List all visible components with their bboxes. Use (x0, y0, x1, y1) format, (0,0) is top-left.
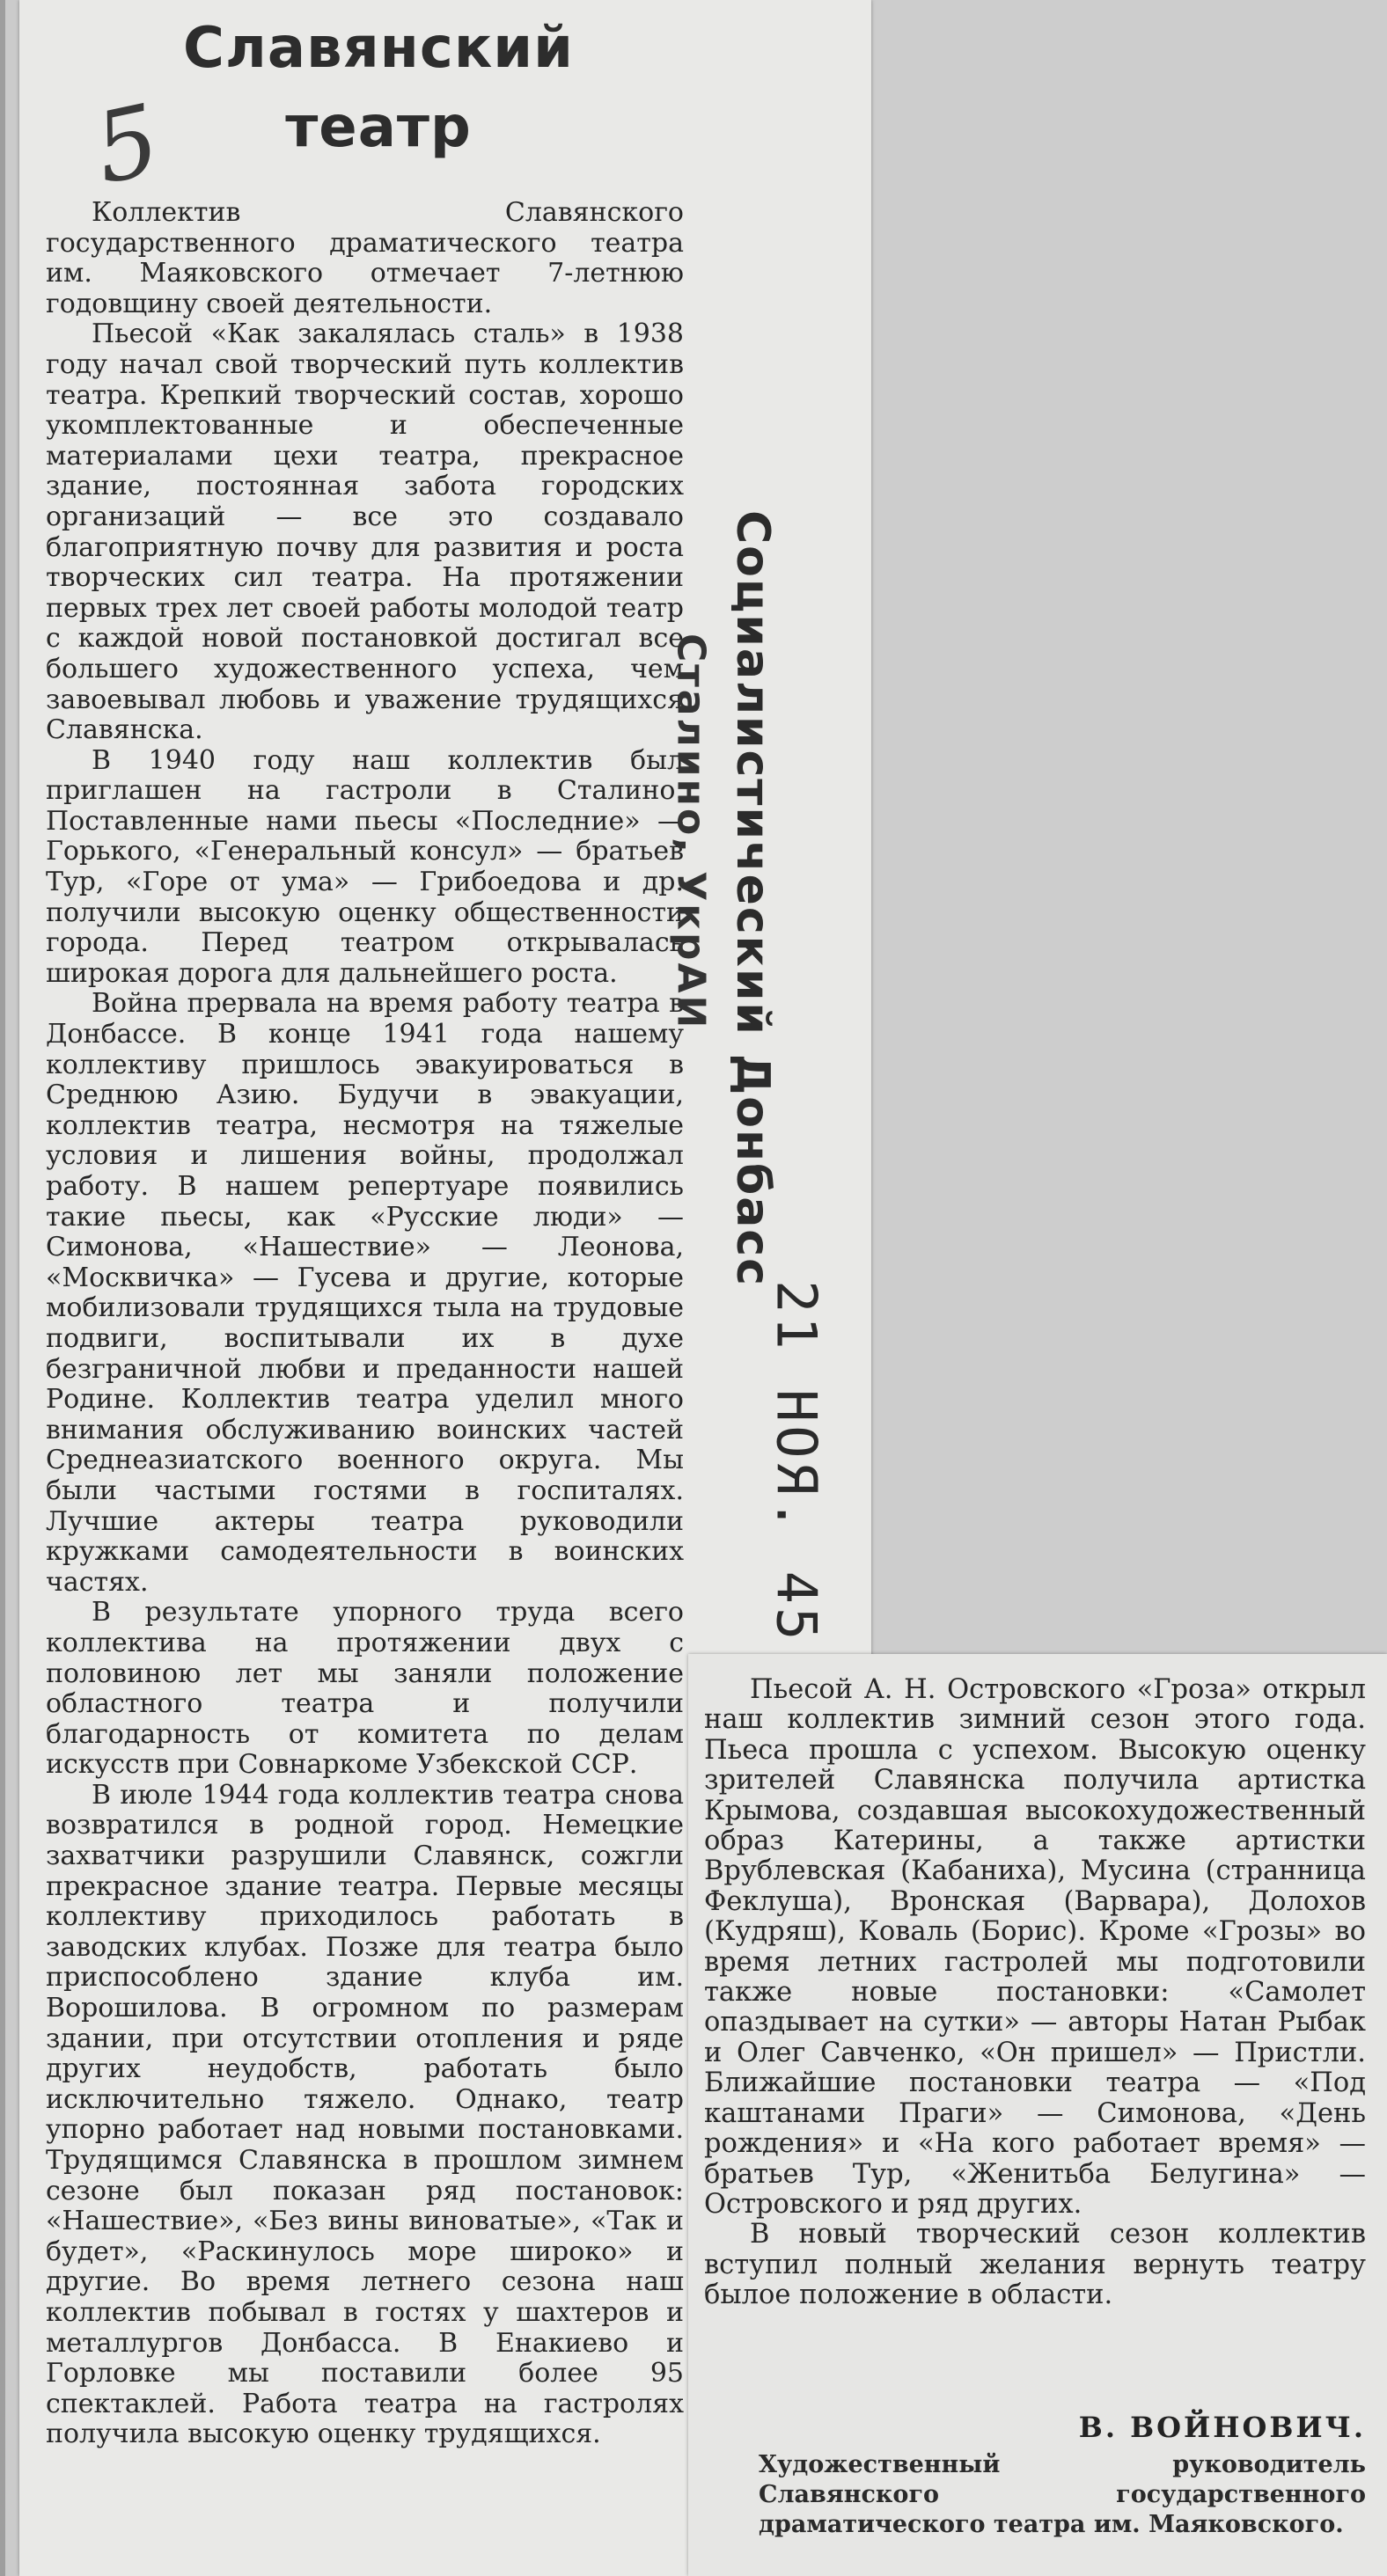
paragraph: В результате упорного труда всего коллектива на протяжении двух с половиною лет мы заняли положение областного театра и получили благодарность от комитета по делам искусств при Совнаркоме Узбекской ССР. (46, 1597, 684, 1781)
paragraph: Война прервала на время работу театра в Донбассе. В конце 1941 года нашему коллективу пришлось эвакуироваться в Среднюю Азию. Будучи в эвакуации, коллектив театра, несмотря на тяжелые условия и лишения войны, продолжал работу. В нашем репертуаре появились такие пьесы, как «Русские люди» — Симонова, «Нашествие» — Леонова, «Москвичка» — Гусева и другие, которые мобилизовали трудящихся тыла на трудовые подвиги, воспитывали их в духе безграничной любви и преданности нашей Родине. Коллектив театра уделил много внимания обслуживанию воинских частей Среднеазиатского военного округа. Мы были частыми гостями в госпиталях. Лучшие актеры театра руководили кружками самодеятельности в воинских частях. (46, 988, 684, 1598)
article-title (132, 9, 625, 167)
stamp-newspaper-name: Социалистический Донбасс (726, 510, 779, 1287)
paragraph: В новый творческий сезон коллектив вступил полный желания вернуть театру былое положение в области. (704, 2219, 1366, 2311)
scrapbook-blank-area (871, 0, 1387, 1672)
paragraph: Пьесой А. Н. Островского «Гроза» открыл наш коллектив зимний сезон этого года. Пьеса прошла с успехом. Высокую оценку зрителей Славянска получила артистка Крымова, создавшая высокохудожественный образ Катерины, а также артистки Врублевская (Кабаниха), Мусина (странница Феклуша), Вронская (Варвара), Долохов (Кудряш), Коваль (Борис). Кроме «Грозы» во время летних гастролей мы подготовили также новые постановки: «Самолет опаздывает на сутки» — авторы Натан Рыбак и Олег Савченко, «Он пришел» — Пристли. Ближайшие постановки театра — «Под каштанами Праги» — Симонова, «День рождения» и «На кого работает время» — братьев Тур, «Женитьба Белугина» — Островского и ряд других. (704, 1674, 1366, 2220)
handwritten-number: 5 (84, 83, 169, 206)
paragraph: В 1940 году наш коллектив был приглашен на гастроли в Сталино. Поставленные нами пьесы «Последние» — Горького, «Генеральный консул» — братьев Тур, «Горе от ума» — Грибоедова и др. получили высокую оценку общественности города. Перед театром открывалась широкая дорога для дальнейшего роста. (46, 744, 684, 989)
title-line-2: театр (285, 95, 472, 160)
article-continuation-column (704, 1675, 1366, 2311)
paragraph: В июле 1944 года коллектив театра снова возвратился в родной город. Немецкие захватчики разрушили Славянск, сожгли прекрасное здание театра. Первые месяцы коллективу приходилось работать в заводских клубах. Позже для театра было приспособлено здание клуба им. Ворошилова. В огромном по размерам здании, при отсутствии отопления и ряде других неудобств, работать было исключительно тяжело. Однако, театр упорно работает над новыми постановками. Трудящимся Славянска в прошлом зимнем сезоне был показан ряд постановок: «Нашествие», «Без вины виноватые», «Так и будет», «Раскинулось море широко» и другие. Во время летнего сезона наш коллектив побывал в гостях у шахтеров и металлургов Донбасса. В Енакиево и Горловке мы поставили более 95 спектаклей. Работа театра на гастролях получила высокую оценку трудящихся. (46, 1779, 684, 2450)
title-line-1: Славянский (183, 16, 574, 81)
page-edge (0, 0, 5, 2576)
article-body-column (46, 198, 684, 2450)
paragraph: Коллектив Славянского государственного драматического театра им. Маяковского отмечает 7-летнюю годовщину своей деятельности. (46, 197, 684, 319)
paragraph: Пьесой «Как закалялась сталь» в 1938 году начал свой творческий путь коллектив театра. Крепкий творческий состав, хорошо укомплектованные и обеспеченные материалами цехи театра, прекрасное здание, постоянная забота городских организаций — все это создавало благоприятную почву для развития и роста творческих сил театра. На протяжении первых трех лет своей работы молодой театр с каждой новой постановкой достигал все большего художественного успеха, чем завоевывал любовь и уважение трудящихся Славянска. (46, 318, 684, 746)
date-stamp: 21 НОЯ. 45 (764, 1280, 829, 1644)
stamp-city: Сталино, УкрАИ (668, 633, 714, 1031)
author-caption: Художественный руководитель Славянского государственного драматического театра им. Маяковского. (759, 2451, 1366, 2538)
author-signature: В. ВОЙНОВИЧ. (1078, 2411, 1366, 2444)
